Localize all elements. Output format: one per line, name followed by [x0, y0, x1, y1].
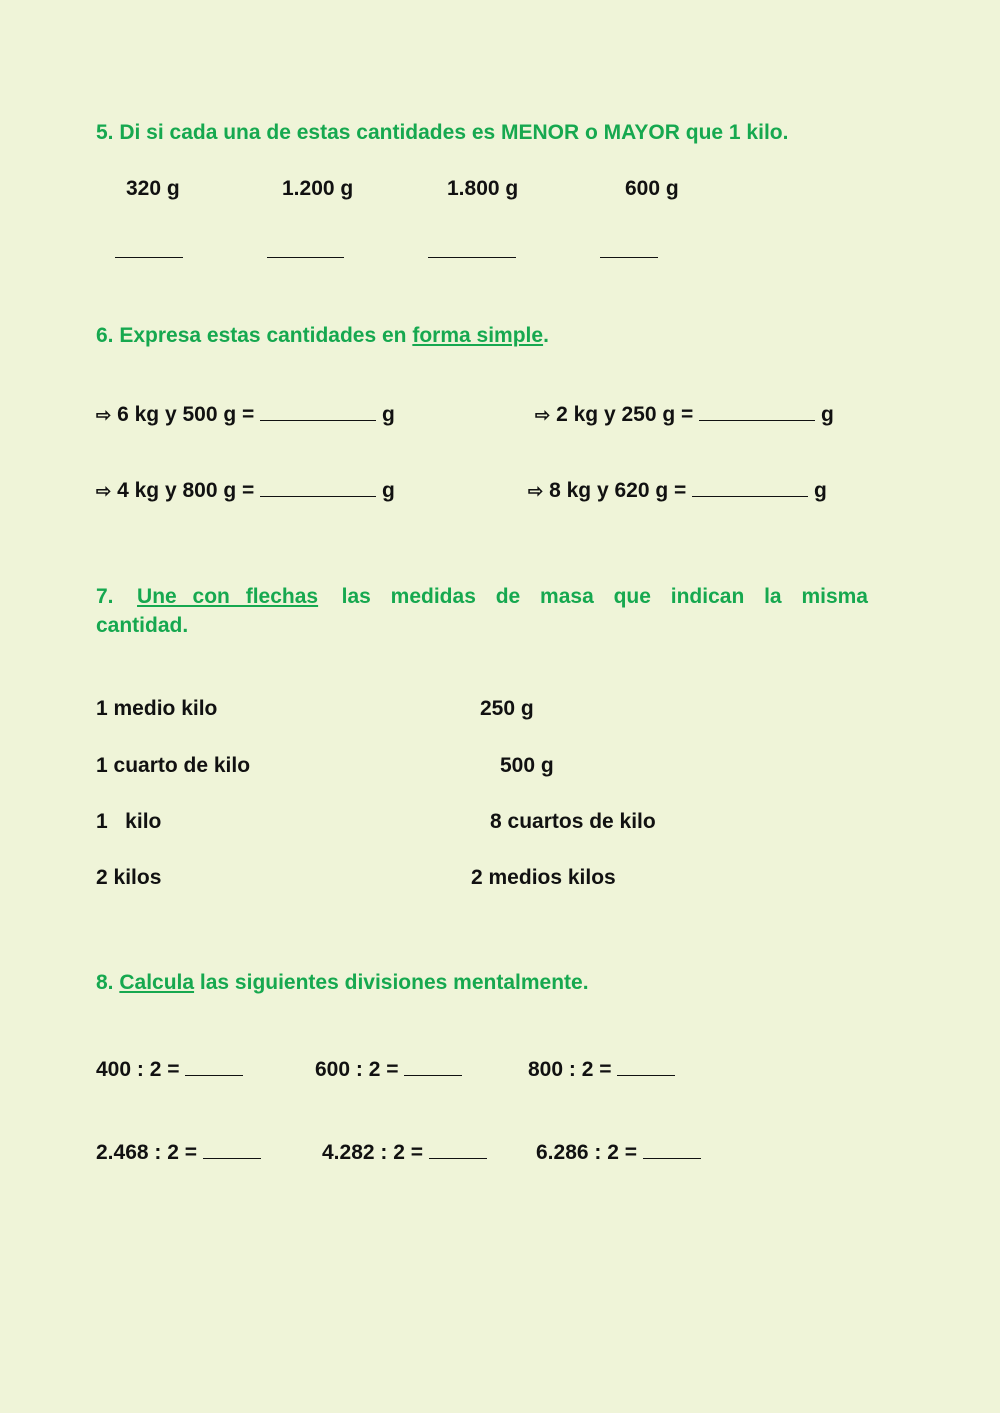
q7-title-underlined: Une con flechas [137, 585, 319, 608]
match-left-item[interactable]: 1 medio kilo [96, 697, 218, 720]
answer-blank[interactable] [115, 237, 183, 258]
q6-row [535, 400, 834, 428]
q5-item: 1.200 g [282, 177, 354, 200]
arrow-right-icon: ⇨ [96, 405, 112, 425]
answer-blank[interactable] [267, 237, 344, 258]
division-item [96, 1138, 261, 1166]
unit: g [381, 403, 395, 426]
q6-title-underlined: forma simple [412, 324, 544, 347]
match-right-item[interactable]: 2 medios kilos [471, 866, 616, 889]
answer-blank[interactable] [260, 476, 376, 497]
division-expression: 600 : 2 = [315, 1058, 399, 1081]
answer-blank[interactable] [643, 1138, 701, 1159]
q5-item: 320 g [126, 177, 180, 200]
q7-number: 7. [96, 585, 114, 608]
q5-title: 5. Di si cada una de estas cantidades es MENOR o MAYOR que 1 kilo. [96, 121, 789, 144]
match-left-item[interactable]: 1 kilo [96, 810, 162, 833]
q6-title [96, 323, 549, 349]
q6-expression: 2 kg y 250 g = [556, 403, 694, 426]
answer-blank[interactable] [692, 476, 808, 497]
division-expression: 6.286 : 2 = [536, 1141, 637, 1164]
q6-title-text: 6. Expresa estas cantidades en [96, 324, 413, 347]
q8-number: 8. [96, 971, 120, 994]
answer-blank[interactable] [203, 1138, 261, 1159]
q7-title-line2: cantidad. [96, 614, 189, 637]
match-left-item[interactable]: 1 cuarto de kilo [96, 754, 251, 777]
q6-title-period: . [543, 324, 549, 347]
q6-expression: 4 kg y 800 g = [117, 479, 255, 502]
answer-blank[interactable] [600, 237, 658, 258]
answer-blank[interactable] [429, 1138, 487, 1159]
arrow-right-icon: ⇨ [528, 481, 544, 501]
answer-blank[interactable] [617, 1055, 675, 1076]
division-expression: 400 : 2 = [96, 1058, 180, 1081]
answer-blank[interactable] [699, 400, 815, 421]
q6-row [96, 400, 395, 428]
q8-title-text: las siguientes divisiones mentalmente. [194, 971, 589, 994]
match-right-item[interactable]: 500 g [500, 754, 554, 777]
division-item [528, 1055, 675, 1083]
q6-row [528, 476, 827, 504]
q8-title [96, 970, 589, 996]
q7-title [96, 584, 868, 610]
division-expression: 800 : 2 = [528, 1058, 612, 1081]
q6-expression: 8 kg y 620 g = [549, 479, 687, 502]
division-item [536, 1138, 701, 1166]
q5-item: 1.800 g [447, 177, 519, 200]
answer-blank[interactable] [185, 1055, 243, 1076]
answer-blank[interactable] [260, 400, 376, 421]
division-expression: 4.282 : 2 = [322, 1141, 423, 1164]
q6-expression: 6 kg y 500 g = [117, 403, 255, 426]
match-left-item[interactable]: 2 kilos [96, 866, 162, 889]
match-right-item[interactable]: 250 g [480, 697, 534, 720]
unit: g [813, 479, 827, 502]
division-item [322, 1138, 487, 1166]
arrow-right-icon: ⇨ [535, 405, 551, 425]
unit: g [381, 479, 395, 502]
q8-title-underlined: Calcula [119, 971, 195, 994]
division-item [315, 1055, 462, 1083]
answer-blank[interactable] [428, 237, 516, 258]
q6-row [96, 476, 395, 504]
q5-item: 600 g [625, 177, 679, 200]
match-right-item[interactable]: 8 cuartos de kilo [490, 810, 656, 833]
arrow-right-icon: ⇨ [96, 481, 112, 501]
division-expression: 2.468 : 2 = [96, 1141, 197, 1164]
unit: g [820, 403, 834, 426]
q7-title-text: las medidas de masa que indican la misma [341, 585, 868, 608]
division-item [96, 1055, 243, 1083]
answer-blank[interactable] [404, 1055, 462, 1076]
